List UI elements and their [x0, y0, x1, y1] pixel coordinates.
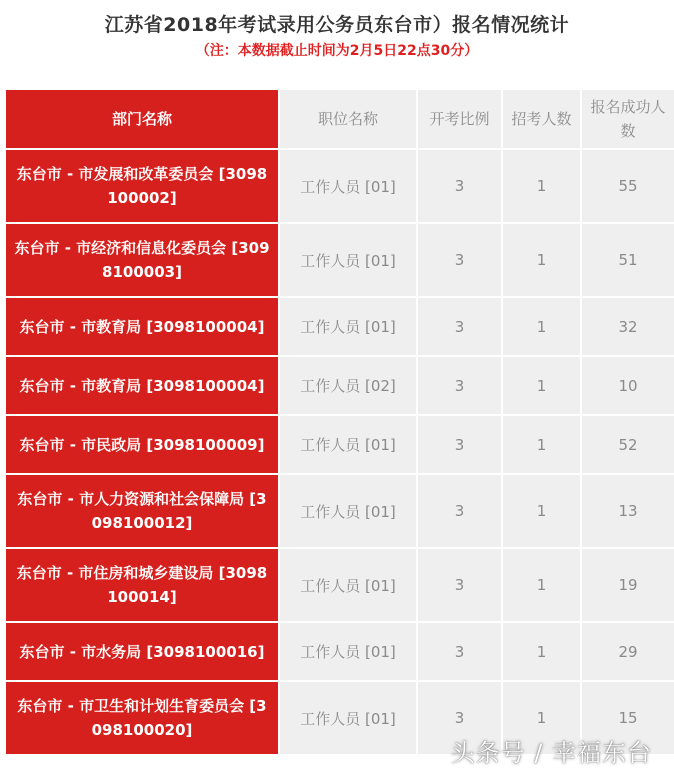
table-header-row — [6, 90, 674, 148]
ratio-cell: 3 — [418, 224, 501, 296]
ratio-cell: 3 — [418, 150, 501, 222]
department-cell: 东台市 - 市民政局 [3098100009] — [6, 416, 278, 473]
ratio-cell: 3 — [418, 298, 501, 355]
position-cell: 工作人员 [01] — [280, 623, 416, 680]
applicants-cell: 13 — [582, 475, 674, 547]
applicants-cell: 19 — [582, 549, 674, 621]
quota-cell: 1 — [503, 298, 580, 355]
table-row — [6, 357, 674, 414]
department-cell: 东台市 - 市发展和改革委员会 [3098100002] — [6, 150, 278, 222]
ratio-cell: 3 — [418, 475, 501, 547]
table-row — [6, 224, 674, 296]
table-row — [6, 475, 674, 547]
table-row — [6, 298, 674, 355]
position-cell: 工作人员 [01] — [280, 224, 416, 296]
table-row — [6, 150, 674, 222]
applicants-cell: 29 — [582, 623, 674, 680]
position-cell: 工作人员 [01] — [280, 298, 416, 355]
page-subtitle: （注：本数据截止时间为2月5日22点30分） — [195, 43, 479, 59]
applicants-cell: 10 — [582, 357, 674, 414]
applicants-cell: 51 — [582, 224, 674, 296]
ratio-cell: 3 — [418, 682, 501, 754]
quota-cell: 1 — [503, 150, 580, 222]
quota-cell: 1 — [503, 549, 580, 621]
ratio-cell: 3 — [418, 416, 501, 473]
applicants-cell: 32 — [582, 298, 674, 355]
quota-cell: 1 — [503, 682, 580, 754]
quota-cell: 1 — [503, 224, 580, 296]
applicants-cell: 15 — [582, 682, 674, 754]
quota-cell: 1 — [503, 623, 580, 680]
applicants-cell: 55 — [582, 150, 674, 222]
department-cell: 东台市 - 市水务局 [3098100016] — [6, 623, 278, 680]
position-cell: 工作人员 [01] — [280, 682, 416, 754]
ratio-cell: 3 — [418, 623, 501, 680]
position-cell: 工作人员 [01] — [280, 150, 416, 222]
department-cell: 东台市 - 市经济和信息化委员会 [3098100003] — [6, 224, 278, 296]
ratio-cell: 3 — [418, 549, 501, 621]
position-cell: 工作人员 [02] — [280, 357, 416, 414]
table-row — [6, 549, 674, 621]
position-cell: 工作人员 [01] — [280, 475, 416, 547]
ratio-cell: 3 — [418, 357, 501, 414]
applicants-cell: 52 — [582, 416, 674, 473]
position-cell: 工作人员 [01] — [280, 416, 416, 473]
department-cell: 东台市 - 市教育局 [3098100004] — [6, 357, 278, 414]
table-row — [6, 416, 674, 473]
department-cell: 东台市 - 市卫生和计划生育委员会 [3098100020] — [6, 682, 278, 754]
column-header-ratio: 开考比例 — [418, 90, 501, 148]
department-cell: 东台市 - 市教育局 [3098100004] — [6, 298, 278, 355]
department-cell: 东台市 - 市人力资源和社会保障局 [3098100012] — [6, 475, 278, 547]
quota-cell: 1 — [503, 357, 580, 414]
quota-cell: 1 — [503, 416, 580, 473]
column-header-position: 职位名称 — [280, 90, 416, 148]
watermark: 头条号 / 幸福东台 — [450, 739, 652, 767]
column-header-department: 部门名称 — [6, 90, 278, 148]
position-cell: 工作人员 [01] — [280, 549, 416, 621]
column-header-quota: 招考人数 — [503, 90, 580, 148]
column-header-applicants: 报名成功人数 — [582, 90, 674, 148]
table-row — [6, 623, 674, 680]
registration-table — [4, 88, 674, 756]
department-cell: 东台市 - 市住房和城乡建设局 [3098100014] — [6, 549, 278, 621]
quota-cell: 1 — [503, 475, 580, 547]
page-title: 江苏省2018年考试录用公务员东台市）报名情况统计 — [104, 14, 570, 36]
